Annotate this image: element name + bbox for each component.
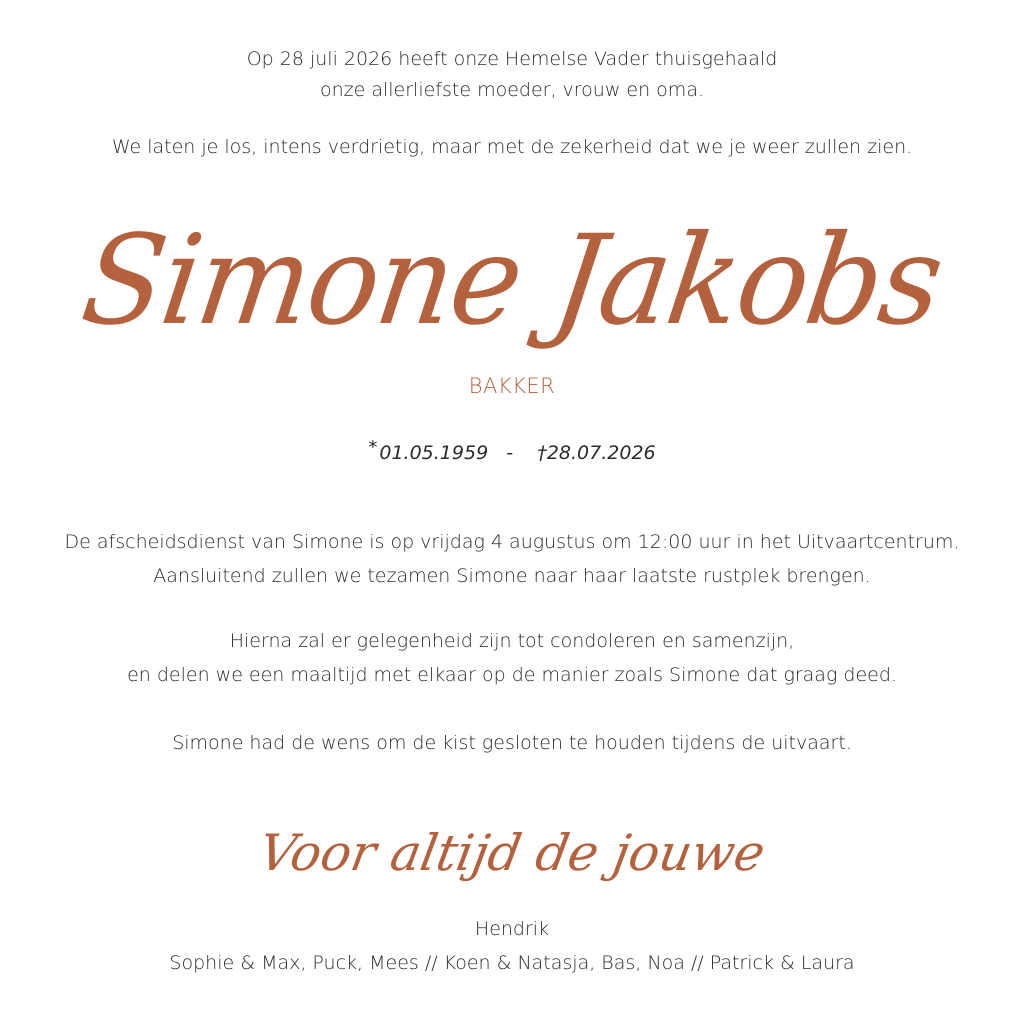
date-separator: - [506, 442, 514, 464]
maiden-name: BAKKER [468, 374, 556, 398]
birth-date: 01.05.1959 [379, 442, 489, 464]
intro-line-1: Op 28 juli 2026 heeft onze Hemelse Vader thuisgehaald [246, 48, 778, 70]
intro-line-3: We laten je los, intens verdrietig, maar met de zekerheid dat we je weer zullen zien. [111, 136, 913, 158]
details-line-2: Aansluitend zullen we tezamen Simone naar haar laatste rustplek brengen. [153, 565, 871, 587]
intro-line-2: onze allerliefste moeder, vrouw en oma. [319, 79, 705, 101]
birth-symbol: * [368, 437, 378, 458]
details-line-5: Simone had de wens om de kist gesloten te houden tijdens de uitvaart. [172, 732, 852, 754]
family-names: Sophie & Max, Puck, Mees // Koen & Natasja, Bas, Noa // Patrick & Laura [169, 952, 855, 974]
death-symbol: † [537, 442, 547, 464]
signer-name: Hendrik [474, 918, 550, 940]
details-line-3: Hierna zal er gelegenheid zijn tot condoleren en samenzijn, [229, 630, 795, 652]
death-date: 28.07.2026 [546, 442, 656, 464]
details-line-1: De afscheidsdienst van Simone is op vrijdag 4 augustus om 12:00 uur in het Uitvaartcentrum. [64, 531, 960, 553]
closing-phrase: Voor altijd de jouwe [254, 824, 770, 882]
deceased-name: Simone Jakobs [74, 207, 950, 353]
details-line-4: en delen we een maaltijd met elkaar op de manier zoals Simone dat graag deed. [127, 664, 897, 686]
life-dates [0, 436, 1024, 465]
